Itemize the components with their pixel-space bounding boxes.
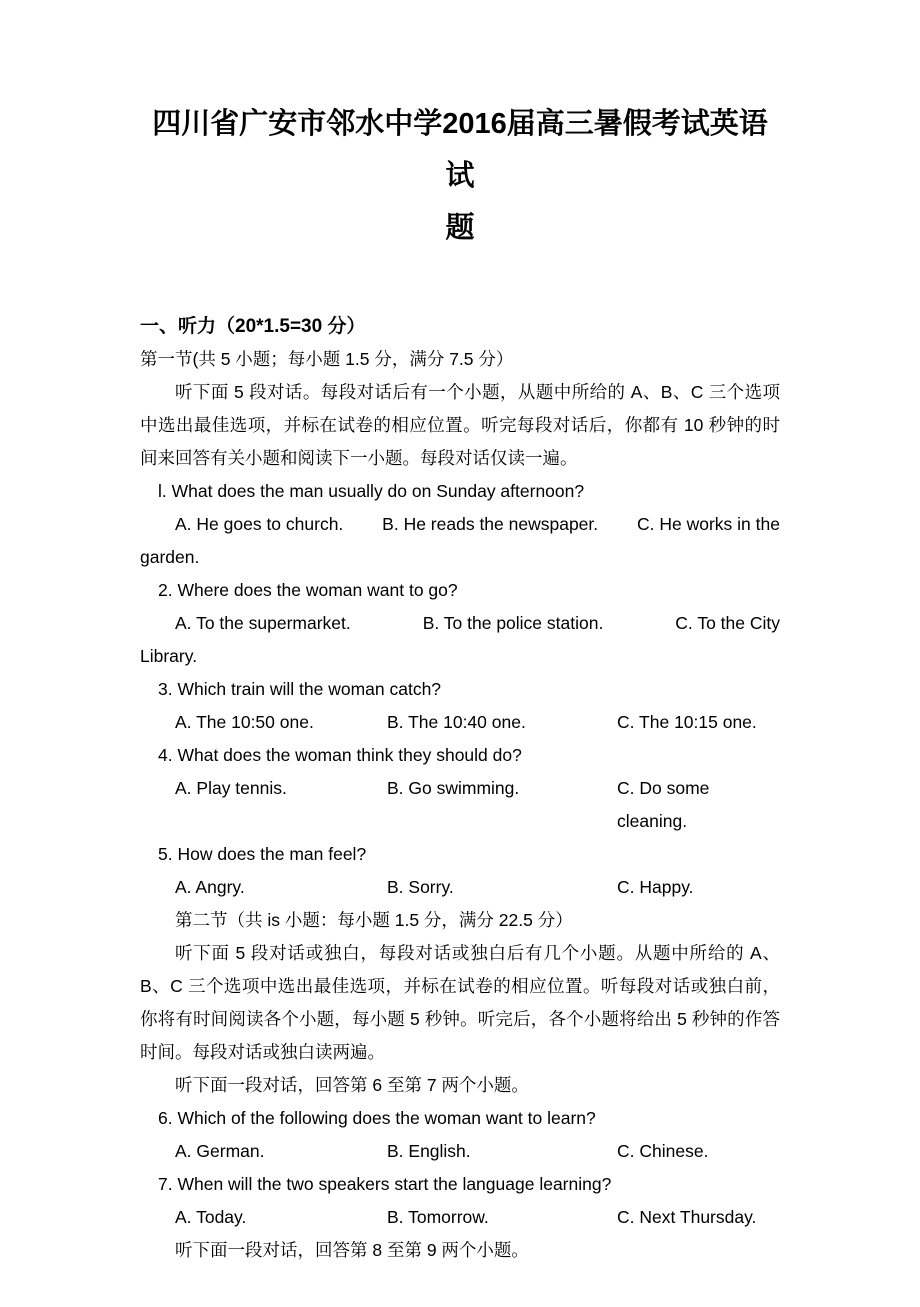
part1-header: 第一节(共 5 小题；每小题 1.5 分，满分 7.5 分） bbox=[140, 349, 514, 369]
question-3 bbox=[140, 673, 780, 739]
question-2 bbox=[140, 574, 780, 673]
question-6-text: 6. Which of the following does the woman want to learn? bbox=[158, 1108, 596, 1128]
part1-instructions: 听下面 5 段对话。每段对话后有一个小题，从题中所给的 A、B、C 三个选项中选出最佳选项，并标在试卷的相应位置。听完每段对话后，你都有 10 秒钟的时间来回答有关小题和阅读下一小题。每段对话仅读一遍。 bbox=[140, 382, 780, 468]
question-2-option-b: B. To the police station. bbox=[422, 613, 604, 633]
question-5-option-c: C. Happy. bbox=[617, 877, 694, 897]
question-2-option-a: A. To the supermarket. bbox=[175, 613, 351, 633]
question-3-options bbox=[140, 706, 780, 739]
question-1-option-a: A. He goes to church. bbox=[175, 514, 344, 534]
question-5 bbox=[140, 838, 780, 904]
question-6-option-a: A. German. bbox=[175, 1141, 265, 1161]
question-2-text: 2. Where does the woman want to go? bbox=[158, 580, 458, 600]
part2-header: 第二节（共 is 小题：每小题 1.5 分，满分 22.5 分） bbox=[175, 910, 573, 930]
question-2-option-c: C. To the City bbox=[675, 613, 780, 633]
question-4-text: 4. What does the woman think they should do? bbox=[158, 745, 522, 765]
exam-title bbox=[140, 98, 780, 254]
question-5-text: 5. How does the man feel? bbox=[158, 844, 367, 864]
question-3-option-c: C. The 10:15 one. bbox=[617, 712, 757, 732]
question-3-option-b: B. The 10:40 one. bbox=[387, 712, 526, 732]
question-7-option-b: B. Tomorrow. bbox=[387, 1207, 489, 1227]
question-3-option-a: A. The 10:50 one. bbox=[175, 712, 314, 732]
question-4-option-a: A. Play tennis. bbox=[175, 778, 287, 798]
question-7-option-a: A. Today. bbox=[175, 1207, 247, 1227]
question-1-option-c: C. He works in the bbox=[637, 514, 780, 534]
section-heading-listening: 一、听力（20*1.5=30 分） bbox=[140, 316, 366, 337]
question-7-options bbox=[140, 1201, 780, 1234]
part2-dialog2-intro: 听下面一段对话，回答第 8 至第 9 两个小题。 bbox=[175, 1240, 529, 1260]
part2-instructions: 听下面 5 段对话或独白，每段对话或独白后有几个小题。从题中所给的 A、B、C 三个选项中选出最佳选项，并标在试卷的相应位置。听每段对话或独白前，你将有时间阅读各个小题，每小题 5 秒钟。听完后，各个小题将给出 5 秒钟的作答时间。每段对话或独白读两遍。 bbox=[140, 943, 780, 1062]
question-1-text: l. What does the man usually do on Sunday afternoon? bbox=[158, 481, 585, 501]
question-6 bbox=[140, 1102, 780, 1168]
question-7-text: 7. When will the two speakers start the language learning? bbox=[158, 1174, 612, 1194]
question-4 bbox=[140, 739, 780, 838]
question-3-text: 3. Which train will the woman catch? bbox=[158, 679, 442, 699]
question-1 bbox=[140, 475, 780, 574]
question-2-options bbox=[140, 607, 780, 640]
exam-title-line2: 题 bbox=[445, 212, 475, 244]
question-1-option-b: B. He reads the newspaper. bbox=[382, 514, 599, 534]
question-7-option-c: C. Next Thursday. bbox=[617, 1207, 757, 1227]
question-6-option-b: B. English. bbox=[387, 1141, 471, 1161]
question-4-options bbox=[140, 772, 780, 838]
question-1-options bbox=[140, 508, 780, 541]
question-7 bbox=[140, 1168, 780, 1234]
exam-title-line1: 四川省广安市邻水中学2016届高三暑假考试英语试 bbox=[152, 108, 768, 192]
part2-dialog1-intro: 听下面一段对话，回答第 6 至第 7 两个小题。 bbox=[175, 1075, 529, 1095]
question-2-option-c-continuation: Library. bbox=[140, 646, 198, 666]
question-5-option-b: B. Sorry. bbox=[387, 877, 454, 897]
question-1-option-c-continuation: garden. bbox=[140, 547, 200, 567]
question-5-options bbox=[140, 871, 780, 904]
question-6-options bbox=[140, 1135, 780, 1168]
question-4-option-b: B. Go swimming. bbox=[387, 778, 520, 798]
question-5-option-a: A. Angry. bbox=[175, 877, 245, 897]
question-6-option-c: C. Chinese. bbox=[617, 1141, 709, 1161]
question-4-option-c: C. Do some cleaning. bbox=[617, 778, 710, 831]
